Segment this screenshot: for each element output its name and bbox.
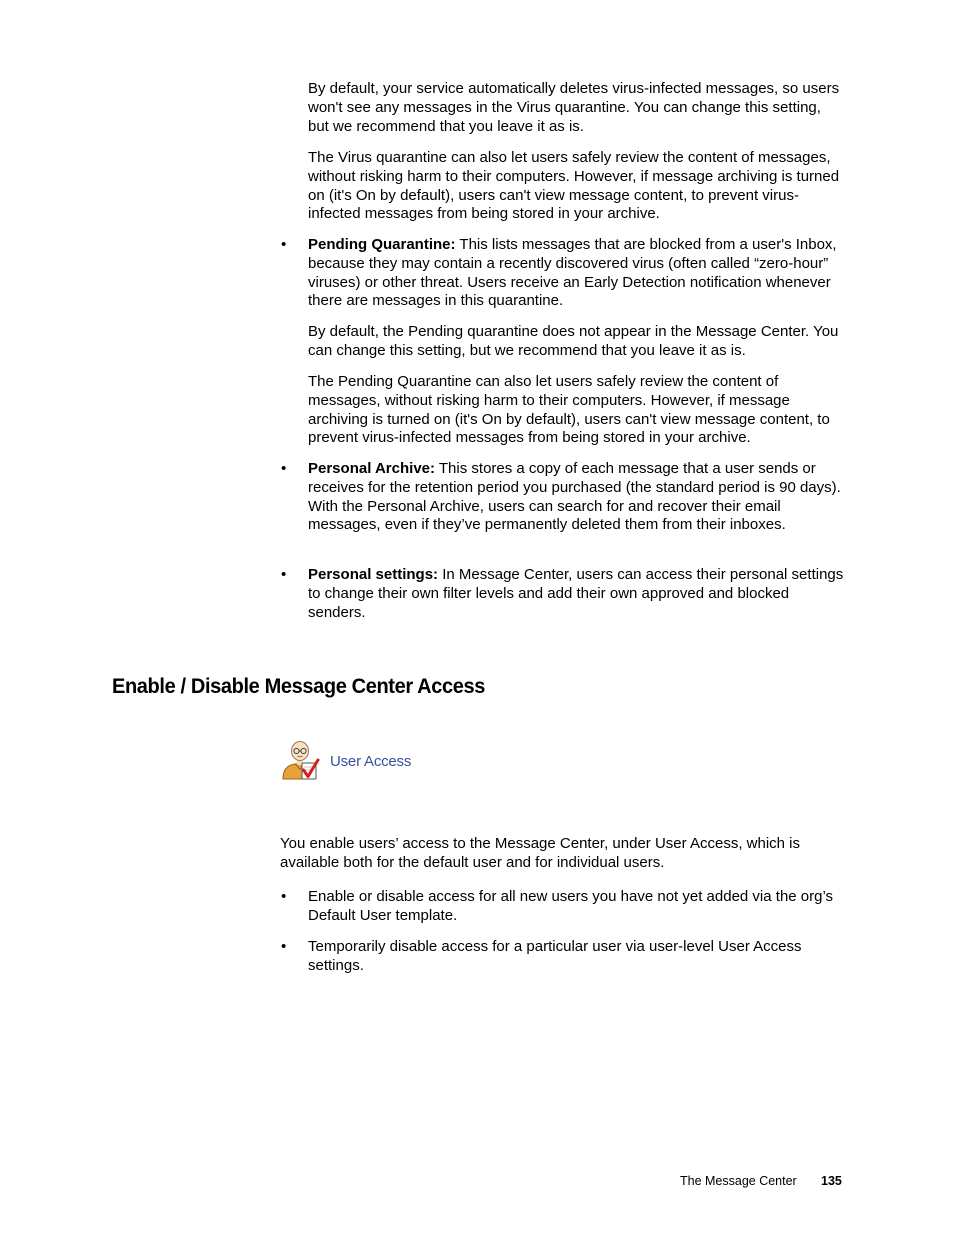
access-intro-paragraph: You enable users’ access to the Message Center, under User Access, which is available both for the default user and for individual users. [280, 835, 800, 871]
bullet-marker: • [281, 938, 287, 955]
bullet-marker: • [281, 460, 287, 477]
user-access-badge [280, 739, 411, 783]
user-level-access-item: Temporarily disable access for a particular user via user-level User Access settings. [308, 938, 802, 974]
virus-review-paragraph: The Virus quarantine can also let users safely review the content of messages, without risking harm to their computers. However, if message archiving is turned on (it's On by default), users can't view message content, to prevent virus-infected messages from being stored in your archive. [308, 149, 840, 223]
section-heading: Enable / Disable Message Center Access [112, 674, 485, 698]
default-user-access-item: Enable or disable access for all new users you have not yet added via the org’s Default User template. [308, 888, 834, 924]
personal-settings-item [308, 566, 844, 622]
footer-chapter-title: The Message Center [680, 1174, 797, 1188]
personal-archive-term: Personal Archive: [308, 460, 435, 477]
page-number: 135 [821, 1174, 842, 1188]
personal-archive-text: This stores a copy of each message that a user sends or receives for the retention period you purchased (the standard period is 90 days). With the Personal Archive, users can search for and recover their email messages, even if they’ve permanently deleted them from their inboxes. [308, 460, 841, 534]
pending-quarantine-item [308, 236, 844, 311]
user-access-label: User Access [330, 752, 412, 770]
personal-settings-text: In Message Center, users can access their personal settings to change their own filter levels and add their own approved and blocked senders. [308, 566, 844, 621]
personal-archive-item [308, 460, 844, 535]
bullet-marker: • [281, 566, 287, 583]
pending-quarantine-text: This lists messages that are blocked from a user's Inbox, because they may contain a recently discovered virus (often called “zero-hour” viruses) or other threat. Users receive an Early Detection notification whenever there are messages in this quarantine. [308, 236, 837, 310]
virus-default-paragraph: By default, your service automatically deletes virus-infected messages, so users won't see any messages in the Virus quarantine. You can change this setting, but we recommend that you leave it as is. [308, 80, 840, 135]
bullet-marker: • [281, 236, 287, 253]
bullet-marker: • [281, 888, 287, 905]
pending-quarantine-term: Pending Quarantine: [308, 236, 456, 253]
user-checkmark-icon [280, 738, 320, 785]
pending-default-paragraph: By default, the Pending quarantine does not appear in the Message Center. You can change this setting, but we recommend that you leave it as is. [308, 323, 839, 359]
pending-review-paragraph: The Pending Quarantine can also let users safely review the content of messages, without risking harm to their computers. However, if message archiving is turned on (it's On by default), users can't view message content, to prevent virus-infected messages from being stored in your archive. [308, 373, 830, 447]
personal-settings-term: Personal settings: [308, 566, 439, 583]
